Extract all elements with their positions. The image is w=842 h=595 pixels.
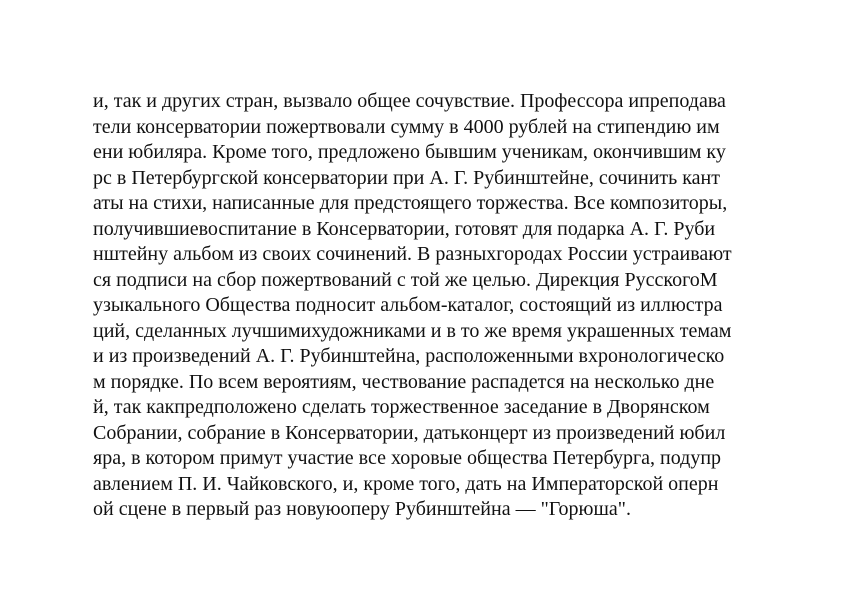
text-line: й, так какпредположено сделать торжественное заседание в Дворянском bbox=[93, 396, 710, 418]
text-line: узыкального Общества подносит альбом-каталог, состоящий из иллюстра bbox=[93, 294, 723, 316]
text-line: м порядке. По всем вероятиям, чествование распадется на несколько дне bbox=[93, 370, 715, 393]
text-line: аты на стихи, написанные для предстоящего торжества. Все композиторы, bbox=[93, 192, 728, 214]
text-line: получившиевоспитание в Консерватории, готовят для подарка А. Г. Руби bbox=[93, 217, 716, 240]
text-line: и из произведений А. Г. Рубинштейна, расположенными вхронологическо bbox=[93, 345, 725, 367]
text-line: ций, сделанных лучшимихудожниками и в то же время украшенных темам bbox=[93, 319, 732, 342]
body-text bbox=[93, 89, 793, 523]
text-line: яра, в котором примут участие все хоровые общества Петербурга, подупр bbox=[93, 447, 722, 469]
text-line: ой сцене в первый раз новуюоперу Рубинштейна — "Горюша". bbox=[93, 498, 631, 520]
text-line: тели консерватории пожертвовали сумму в 4000 рублей на стипендию им bbox=[93, 115, 720, 138]
text-line: авлением П. И. Чайковского, и, кроме того, дать на Императорской оперн bbox=[93, 472, 719, 495]
text-line: Собрании, собрание в Консерватории, датьконцерт из произведений юбил bbox=[93, 421, 726, 444]
text-line: ени юбиляра. Кроме того, предложено бывшим ученикам, окончившим ку bbox=[93, 141, 726, 163]
text-line: нштейну альбом из своих сочинений. В разныхгородах России устраивают bbox=[93, 243, 732, 265]
text-line: ся подписи на сбор пожертвований с той же целью. Дирекция РусскогоМ bbox=[93, 268, 718, 291]
text-line: и, так и других стран, вызвало общее сочувствие. Профессора ипреподава bbox=[93, 90, 726, 112]
text-line: рс в Петербургской консерватории при А. Г. Рубинштейне, сочинить кант bbox=[93, 166, 721, 189]
